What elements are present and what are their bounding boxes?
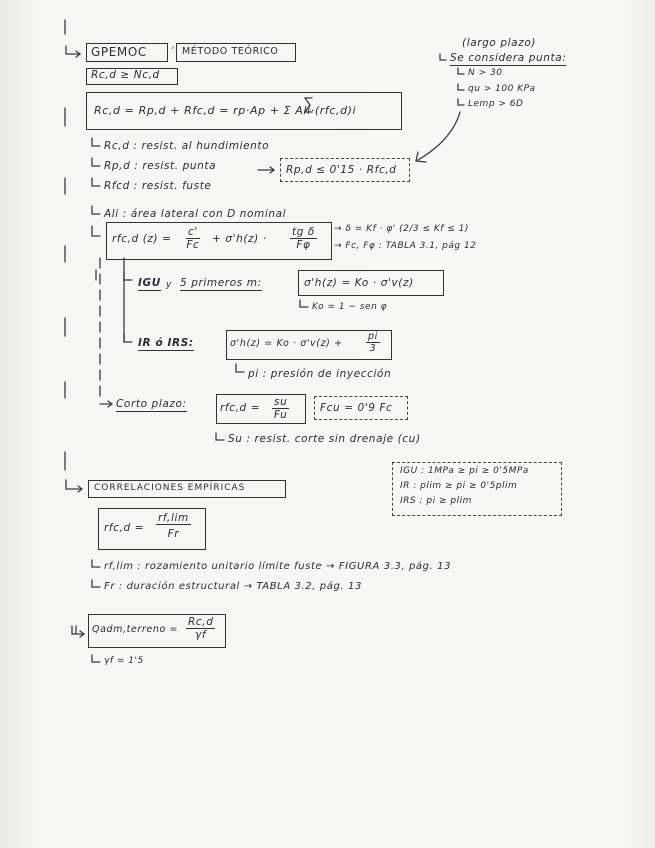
ir-fraction	[366, 331, 380, 354]
igu-label: IGU	[138, 277, 161, 289]
definition-rpd: Rp,d : resist. punta	[104, 160, 217, 172]
igu-extra: 5 primeros m:	[180, 277, 262, 289]
correlation-note-1: rf,lim : rozamiento unitario límite fuste → FIGURA 3.3, pág. 13	[104, 561, 452, 572]
friction-mid: + σ'h(z) ·	[212, 233, 267, 245]
cohesion-numerator: c'	[188, 226, 198, 238]
correlation-note-2: Fr : duración estructural → TABLA 3.2, pág. 13	[104, 581, 362, 592]
short-term-denominator: Fu	[273, 409, 288, 421]
short-term-note: Su : resist. corte sin drenaje (cu)	[228, 433, 421, 445]
correlation-fraction	[156, 512, 191, 540]
definition-rcd: Rc,d : resist. al hundimiento	[104, 140, 270, 152]
friction-lhs: rfc,d (z) =	[112, 233, 172, 245]
correlation-denominator: Fr	[167, 528, 180, 540]
injection-igu: IGU : 1MPa ≥ pi ≥ 0'5MPa	[400, 466, 529, 476]
admissible-lhs: Qadm,terreno =	[92, 624, 179, 635]
method-title: MÉTODO TEÓRICO	[182, 46, 279, 57]
long-term-item-2: qu > 100 KPa	[468, 84, 536, 94]
short-term-lhs: rfc,d =	[220, 402, 261, 414]
friction-note-1: → δ = Kf · φ' (2/3 ≤ Kf ≤ 1)	[334, 224, 469, 234]
separator-comma: ,	[172, 41, 176, 51]
ir-numerator: pi	[368, 331, 378, 342]
igu-formula: σ'h(z) = Ko · σ'v(z)	[304, 277, 414, 289]
fcu-formula: Fcu = 0'9 Fc	[320, 402, 393, 414]
long-term-title: (largo plazo)	[462, 37, 537, 49]
friction-cohesion-fraction	[186, 226, 200, 251]
short-term-fraction	[272, 396, 289, 421]
correlation-lhs: rfc,d =	[104, 522, 145, 534]
tip-limit: Rp,d ≤ 0'15 · Rfc,d	[286, 164, 397, 176]
injection-irs: IRS : pi ≥ plim	[400, 496, 472, 506]
long-term-item-3: Lemp > 6D	[468, 99, 524, 109]
ir-formula: σ'h(z) = Ko · σ'v(z) +	[230, 338, 343, 349]
ir-denominator: 3	[369, 343, 377, 354]
main-formula: Rc,d = Rp,d + Rfc,d = rp·Ap + Σ Ali·(rfc,d)i	[94, 104, 357, 117]
admissible-numerator: Rc,d	[188, 616, 214, 628]
injection-ir: IR : plim ≥ pi ≥ 0'5plim	[400, 481, 518, 491]
long-term-lead: Se considera punta:	[450, 52, 567, 64]
igu-note: Ko = 1 − sen φ	[312, 302, 388, 312]
tan-denominator: Fφ	[296, 239, 311, 251]
condition: Rc,d ≥ Nc,d	[91, 69, 160, 81]
correlations-title: CORRELACIONES EMPÍRICAS	[94, 483, 246, 493]
cohesion-denominator: Fc	[186, 239, 200, 251]
admissible-fraction	[186, 616, 215, 641]
friction-note-2: → Fc, Fφ : TABLA 3.1, pág 12	[334, 241, 477, 251]
ir-label: IR ó IRS:	[138, 337, 194, 349]
friction-tan-fraction	[290, 226, 317, 251]
definition-rfcd: Rfcd : resist. fuste	[104, 180, 212, 192]
tan-numerator: tg δ	[292, 226, 315, 238]
admissible-note: γf = 1'5	[104, 656, 144, 666]
admissible-denominator: γf	[195, 629, 207, 641]
gpemoc-title: GPEMOC	[91, 45, 147, 59]
correlation-numerator: rf,lim	[158, 512, 189, 524]
short-term-label: Corto plazo:	[116, 398, 187, 410]
long-term-item-1: N > 30	[468, 68, 503, 78]
ir-note: pi : presión de inyección	[248, 368, 392, 380]
igu-joiner: y	[166, 280, 172, 290]
definition-ali: Ali : área lateral con D nominal	[104, 208, 287, 220]
short-term-numerator: su	[274, 396, 288, 408]
